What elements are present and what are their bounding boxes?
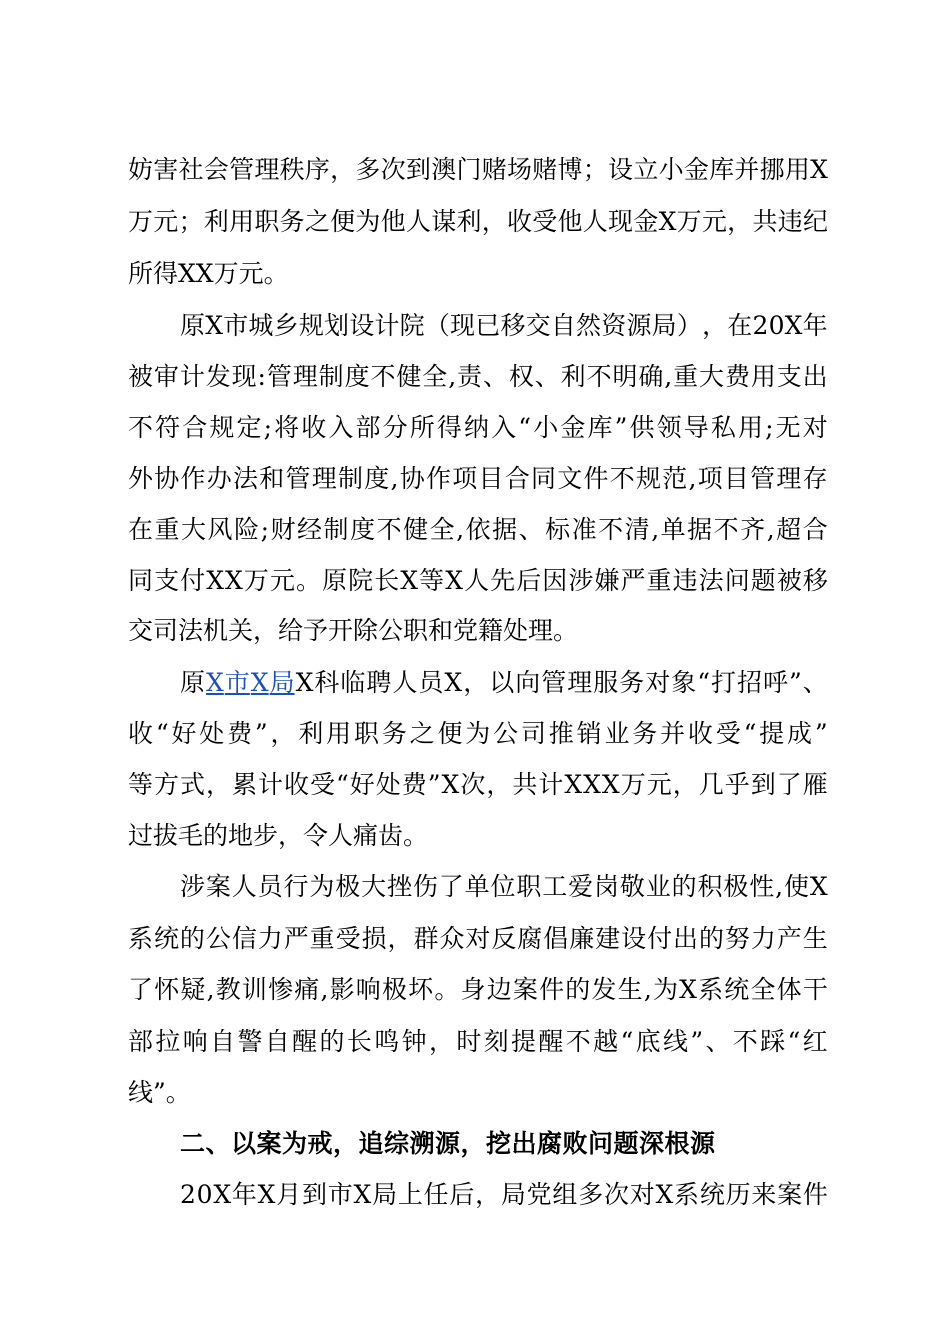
text-line: 2 0 X 年 X 月 到 市 X 局 上 任 后 ， 局 党 组 多 次 对 X 系 统 历 来 案 件: [180, 1180, 828, 1209]
text-line: 了 怀 疑 , 教 训 惨 痛 , 影 响 极 坏 。 身 边 案 件 的 发 生 , 为 X 系 统 全 体 干: [128, 975, 828, 1004]
text-line-with-link: 原 X 市 X 局 X 科 临 聘 人 员 X ， 以 向 管 理 服 务 对 象 “ 打 招 呼 ” 、: [180, 668, 828, 697]
text-line: 涉 案 人 员 行 为 极 大 挫 伤 了 单 位 职 工 爱 岗 敬 业 的 积 极 性 , 使 X: [180, 872, 828, 901]
text-line: 系 统 的 公 信 力 严 重 受 损 ， 群 众 对 反 腐 倡 廉 建 设 付 出 的 努 力 产 生: [128, 924, 828, 953]
text-line: 不 符 合 规 定 ; 将 收 入 部 分 所 得 纳 入 “ 小 金 库 ” 供 领 导 私 用 ; 无 对: [128, 413, 828, 442]
text-line: 万 元 ； 利 用 职 务 之 便 为 他 人 谋 利 ， 收 受 他 人 现 金 X 万 元 ， 共 违 纪: [128, 207, 828, 236]
text-line: 部 拉 响 自 警 自 醒 的 长 鸣 钟 ， 时 刻 提 醒 不 越 “ 底 线 ” 、 不 踩 “ 红: [128, 1027, 828, 1056]
text-line: 外 协 作 办 法 和 管 理 制 度 , 协 作 项 目 合 同 文 件 不 规 范 , 项 目 管 理 存: [128, 464, 828, 493]
text-line: 妨 害 社 会 管 理 秩 序 ， 多 次 到 澳 门 赌 场 赌 博 ； 设 立 小 金 库 并 挪 用 X: [128, 155, 828, 184]
text-line: 过拔毛的地步，令人痛齿。: [128, 821, 429, 850]
text-line: 原 X 市 城 乡 规 划 设 计 院 （ 现 已 移 交 自 然 资 源 局 ） ， 在 2 0 X 年: [180, 311, 828, 340]
text-line: 被 审 计 发 现 : 管 理 制 度 不 健 全 , 责 、 权 、 利 不 明 确 , 重 大 费 用 支 出: [128, 362, 828, 391]
text-line: 同 支 付 X X 万 元 。 原 院 长 X 等 X 人 先 后 因 涉 嫌 严 重 违 法 问 题 被 移: [128, 566, 828, 595]
text-line: 交司法机关，给予开除公职和党籍处理。: [128, 616, 579, 645]
text-line: 线”。: [128, 1078, 191, 1107]
section-heading: 二、以案为戒，追综溯源，挖出腐败问题深根源: [180, 1129, 716, 1158]
text-line: 收 “ 好 处 费 ” ， 利 用 职 务 之 便 为 公 司 推 销 业 务 并 收 受 “ 提 成 ”: [128, 719, 828, 748]
text-line: 所得XX万元。: [128, 259, 289, 288]
text-line: 等 方 式 ， 累 计 收 受 “ 好 处 费 ” X 次 ， 共 计 X X X 万 元 ， 几 乎 到 了 雁: [128, 770, 828, 799]
text-line: 在 重 大 风 险 ; 财 经 制 度 不 健 全 , 依 据 、 标 准 不 清 , 单 据 不 齐 , 超 合: [128, 515, 828, 544]
